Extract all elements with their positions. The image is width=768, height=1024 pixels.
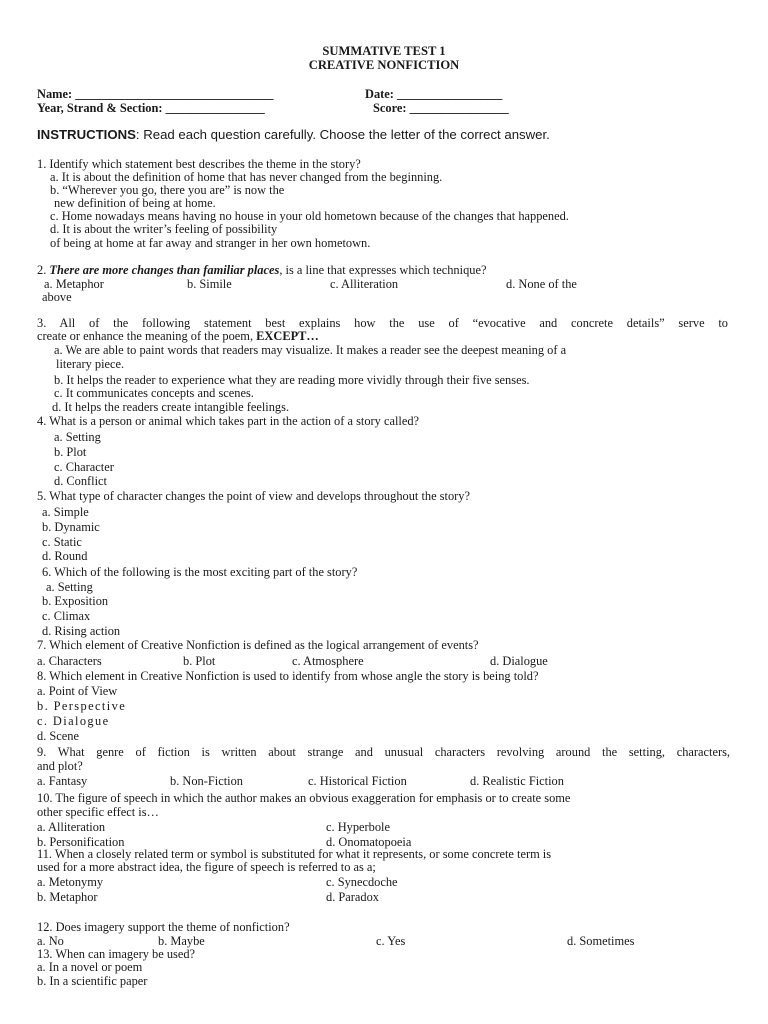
q5-option-b: b. Dynamic — [42, 520, 100, 534]
q12-stem: 12. Does imagery support the theme of nonfiction? — [37, 920, 290, 934]
q3-option-c: c. It communicates concepts and scenes. — [54, 386, 254, 400]
q8-option-c: c. Dialogue — [37, 714, 110, 728]
q8-option-d: d. Scene — [37, 729, 79, 743]
date-field-label: Date: _________________ — [365, 87, 503, 101]
q9-stem: 9. What genre of fiction is written about strange and unusual characters revolving around the setting, characters, — [37, 745, 730, 759]
q5-option-a: a. Simple — [42, 505, 89, 519]
q3-except: EXCEPT… — [256, 329, 319, 343]
q10-option-a: a. Alliteration — [37, 820, 106, 834]
q10-stem: 10. The figure of speech in which the author makes an obvious exaggeration for emphasis or to create some — [37, 791, 571, 805]
q3-option-b: b. It helps the reader to experience what they are reading more vividly through their five senses. — [54, 373, 530, 387]
q7-option-b: b. Plot — [183, 654, 216, 668]
instructions-text: : Read each question carefully. Choose the letter of the correct answer. — [135, 127, 550, 142]
q9-option-b: b. Non-Fiction — [170, 774, 243, 788]
score-field-label: Score: ________________ — [373, 101, 509, 115]
q3-stem: 3. All of the following statement best explains how the use of “evocative and concrete details” serve to — [37, 316, 728, 330]
q13-stem: 13. When can imagery be used? — [37, 947, 196, 961]
q4-stem: 4. What is a person or animal which takes part in the action of a story called? — [37, 414, 420, 428]
q7-stem: 7. Which element of Creative Nonfiction is defined as the logical arrangement of events? — [37, 638, 479, 652]
q12-option-a: a. No — [37, 934, 64, 948]
q1-option-d-cont: of being at home at far away and stranger in her own hometown. — [50, 236, 371, 250]
q1-stem: 1. Identify which statement best describes the theme in the story? — [37, 157, 361, 171]
name-field-label: Name: ________________________________ — [37, 87, 274, 101]
page-title: SUMMATIVE TEST 1 — [322, 44, 446, 58]
q6-option-b: b. Exposition — [42, 594, 109, 608]
q10-option-d: d. Onomatopoeia — [326, 835, 412, 849]
q9-option-d: d. Realistic Fiction — [470, 774, 564, 788]
q10-stem-cont: other specific effect is… — [37, 805, 159, 819]
q2-option-d: d. None of the — [506, 277, 577, 291]
q11-stem-cont: used for a more abstract idea, the figure of speech is referred to as a; — [37, 860, 376, 874]
q1-option-b-cont: new definition of being at home. — [54, 196, 216, 210]
q2-option-c: c. Alliteration — [330, 277, 399, 291]
q5-option-d: d. Round — [42, 549, 88, 563]
q11-option-d: d. Paradox — [326, 890, 379, 904]
q6-stem: 6. Which of the following is the most exciting part of the story? — [42, 565, 358, 579]
instructions — [37, 128, 550, 142]
q7-option-a: a. Characters — [37, 654, 102, 668]
q6-option-a: a. Setting — [46, 580, 93, 594]
q12-option-d: d. Sometimes — [567, 934, 635, 948]
q11-option-a: a. Metonymy — [37, 875, 104, 889]
q4-option-d: d. Conflict — [54, 474, 107, 488]
q5-option-c: c. Static — [42, 535, 82, 549]
q4-option-b: b. Plot — [54, 445, 87, 459]
q5-stem: 5. What type of character changes the point of view and develops throughout the story? — [37, 489, 470, 503]
q2-stem: 2. There are more changes than familiar places, is a line that expresses which technique? — [37, 263, 487, 277]
q8-option-b: b. Perspective — [37, 699, 127, 713]
q4-option-c: c. Character — [54, 460, 114, 474]
q10-option-b: b. Personification — [37, 835, 125, 849]
instructions-label: INSTRUCTIONS — [37, 127, 136, 142]
q3-stem-cont: create or enhance the meaning of the poem, EXCEPT… — [37, 329, 319, 343]
q11-stem: 11. When a closely related term or symbol is substituted for what it represents, or some concrete term is — [37, 847, 552, 861]
q11-option-b: b. Metaphor — [37, 890, 98, 904]
q9-option-a: a. Fantasy — [37, 774, 88, 788]
q12-option-c: c. Yes — [376, 934, 406, 948]
q2-option-a: a. Metaphor — [44, 277, 104, 291]
q4-option-a: a. Setting — [54, 430, 101, 444]
q9-stem-cont: and plot? — [37, 759, 83, 773]
q9-option-c: c. Historical Fiction — [308, 774, 407, 788]
q6-option-d: d. Rising action — [42, 624, 121, 638]
q1-option-c: c. Home nowadays means having no house in your old hometown because of the changes that happened. — [50, 209, 569, 223]
q11-option-c: c. Synecdoche — [326, 875, 398, 889]
section-field-label: Year, Strand & Section: ________________ — [37, 101, 265, 115]
q7-option-c: c. Atmosphere — [292, 654, 364, 668]
q6-option-c: c. Climax — [42, 609, 91, 623]
q8-stem: 8. Which element in Creative Nonfiction is used to identify from whose angle the story is being told? — [37, 669, 539, 683]
q13-option-a: a. In a novel or poem — [37, 960, 143, 974]
q1-option-a: a. It is about the definition of home that has never changed from the beginning. — [50, 170, 443, 184]
q3-option-a: a. We are able to paint words that readers may visualize. It makes a reader see the deepest meaning of a — [54, 343, 567, 357]
q13-option-b: b. In a scientific paper — [37, 974, 148, 988]
q2-quoted-line: There are more changes than familiar places — [49, 263, 280, 277]
q1-option-d: d. It is about the writer’s feeling of possibility — [50, 222, 278, 236]
q12-option-b: b. Maybe — [158, 934, 205, 948]
q7-option-d: d. Dialogue — [490, 654, 548, 668]
q2-option-b: b. Simile — [187, 277, 232, 291]
page-subtitle: CREATIVE NONFICTION — [308, 58, 460, 72]
q2-option-d-cont: above — [42, 290, 72, 304]
q10-option-c: c. Hyperbole — [326, 820, 390, 834]
q3-option-d: d. It helps the readers create intangible feelings. — [52, 400, 290, 414]
q8-option-a: a. Point of View — [37, 684, 118, 698]
q1-option-b: b. “Wherever you go, there you are” is now the — [50, 183, 285, 197]
q3-option-a-cont: literary piece. — [56, 357, 125, 371]
